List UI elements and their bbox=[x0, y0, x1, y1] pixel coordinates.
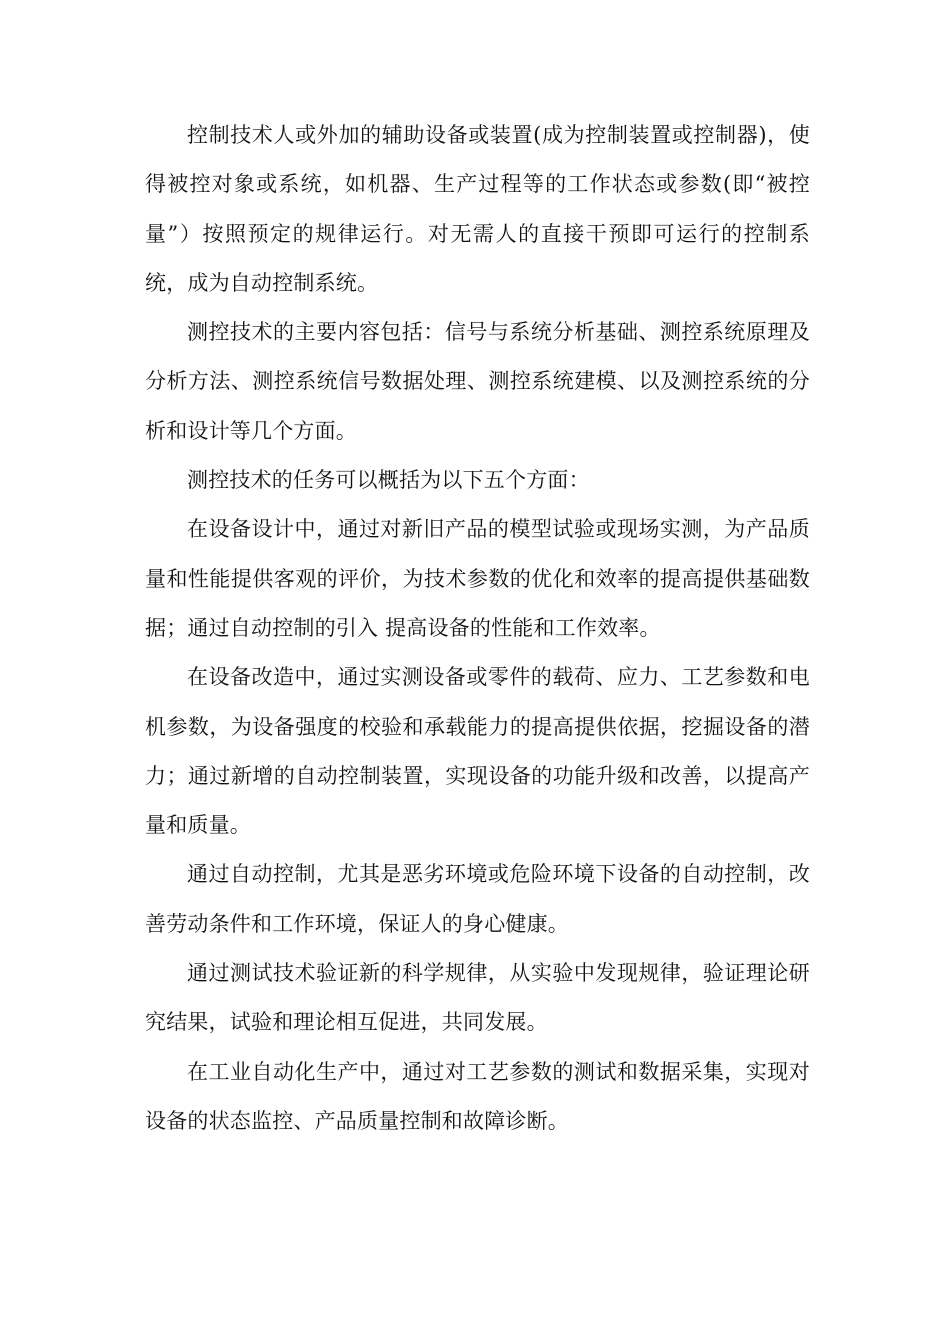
paragraph-task-retrofit: 在设备改造中，通过实测设备或零件的载荷、应力、工艺参数和电机参数，为设备强度的校验和承载能力的提高提供依据，挖掘设备的潜力；通过新增的自动控制装置，实现设备的功能升级和改善，以提高产量和质量。 bbox=[145, 665, 810, 838]
paragraph-task-research: 通过测试技术验证新的科学规律，从实验中发现规律，验证理论研究结果，试验和理论相互促进，共同发展。 bbox=[145, 961, 810, 1035]
paragraph-main-content: 测控技术的主要内容包括：信号与系统分析基础、测控系统原理及分析方法、测控系统信号数据处理、测控系统建模、以及测控系统的分析和设计等几个方面。 bbox=[145, 320, 810, 443]
paragraph-task-automation: 在工业自动化生产中，通过对工艺参数的测试和数据采集，实现对设备的状态监控、产品质量控制和故障诊断。 bbox=[145, 1059, 810, 1133]
document-body bbox=[145, 111, 810, 1146]
paragraph-tasks-intro: 测控技术的任务可以概括为以下五个方面： bbox=[187, 468, 590, 493]
paragraph-task-design: 在设备设计中，通过对新旧产品的模型试验或现场实测，为产品质量和性能提供客观的评价，为技术参数的优化和效率的提高提供基础数据；通过自动控制的引入 提高设备的性能和工作效率。 bbox=[145, 517, 810, 640]
paragraph-control-definition: 控制技术人或外加的辅助设备或装置(成为控制装置或控制器)，使得被控对象或系统，如机器、生产过程等的工作状态或参数(即“被控量”）按照预定的规律运行。对无需人的直接干预即可运行的控制系统，成为自动控制系统。 bbox=[145, 123, 810, 295]
paragraph-task-safety: 通过自动控制，尤其是恶劣环境或危险环境下设备的自动控制，改善劳动条件和工作环境，保证人的身心健康。 bbox=[145, 862, 810, 936]
